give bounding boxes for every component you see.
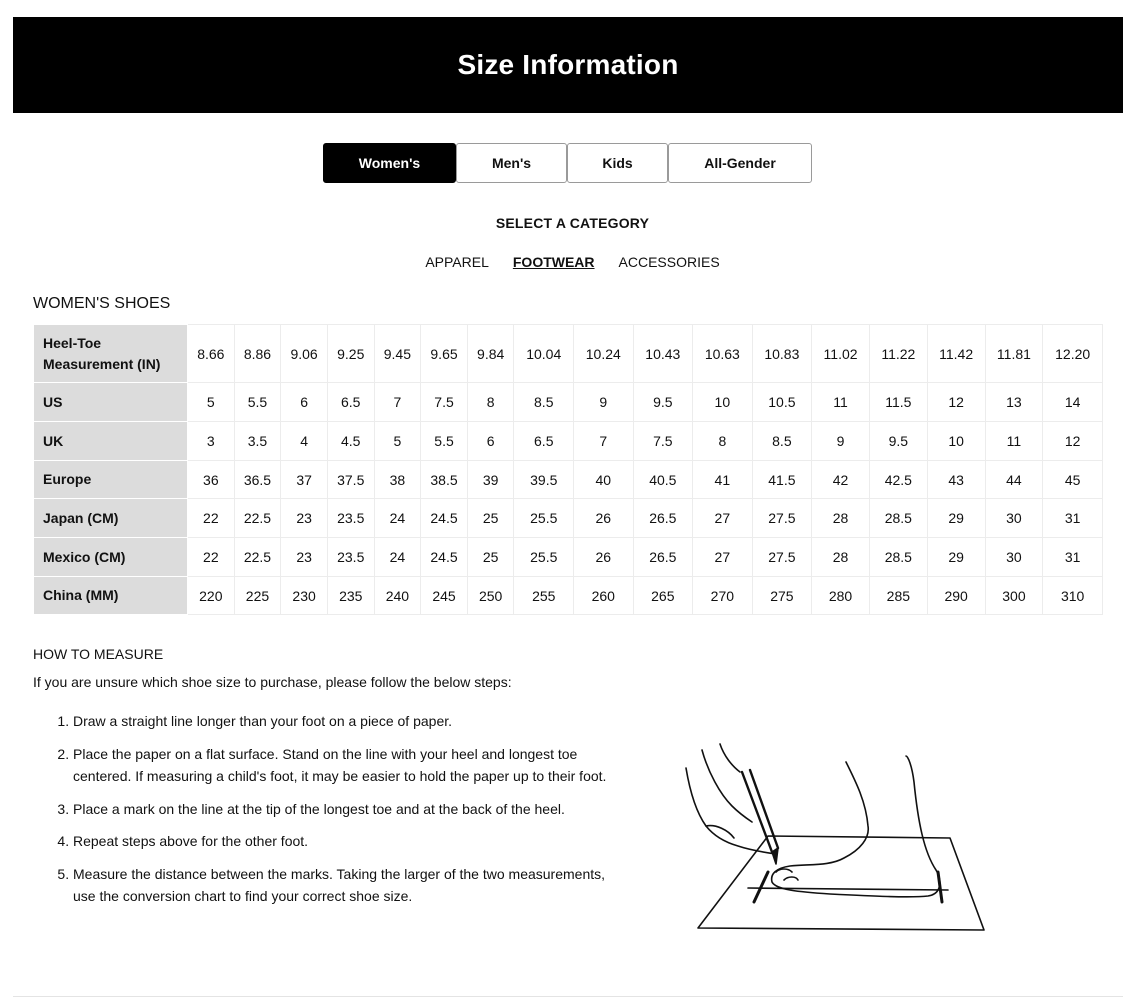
size-row <box>34 577 1103 615</box>
category-link-apparel[interactable]: APPAREL <box>425 254 489 270</box>
size-cell: 14 <box>1043 383 1103 422</box>
size-row <box>34 461 1103 499</box>
size-cell: 26 <box>574 538 634 577</box>
size-cell: 9.5 <box>633 383 693 422</box>
size-cell: 275 <box>752 577 812 615</box>
measure-step: 3. Place a mark on the line at the tip of the longest toe and at the back of the heel. <box>73 798 613 821</box>
size-cell: 8.5 <box>752 422 812 461</box>
size-cell: 260 <box>574 577 634 615</box>
foot-measuring-illustration <box>680 742 992 936</box>
size-cell: 27 <box>693 499 753 538</box>
gender-tabs <box>323 143 812 183</box>
size-cell: 6 <box>467 422 514 461</box>
size-row <box>34 538 1103 577</box>
size-cell: 25 <box>467 499 514 538</box>
size-cell: 36.5 <box>234 461 281 499</box>
size-cell: 9 <box>812 422 870 461</box>
measure-step: 5. Measure the distance between the marks. Taking the larger of the two measurements, use the conversion chart to find your correct shoe size. <box>73 863 613 908</box>
size-cell: 27.5 <box>752 499 812 538</box>
size-cell: 285 <box>869 577 927 615</box>
size-cell: 9 <box>574 383 634 422</box>
size-cell: 270 <box>693 577 753 615</box>
size-cell: 6.5 <box>327 383 374 422</box>
how-to-measure-title: HOW TO MEASURE <box>33 646 164 662</box>
size-cell: 28.5 <box>869 499 927 538</box>
size-cell: 28 <box>812 499 870 538</box>
size-cell: 8 <box>467 383 514 422</box>
size-cell: 27 <box>693 538 753 577</box>
size-cell: 9.06 <box>281 325 328 383</box>
size-cell: 300 <box>985 577 1043 615</box>
size-cell: 250 <box>467 577 514 615</box>
size-cell: 9.5 <box>869 422 927 461</box>
size-row-label: UK <box>34 422 188 461</box>
size-cell: 245 <box>421 577 468 615</box>
size-cell: 31 <box>1043 538 1103 577</box>
size-cell: 36 <box>188 461 235 499</box>
size-cell: 11 <box>812 383 870 422</box>
size-cell: 240 <box>374 577 421 615</box>
size-cell: 10 <box>693 383 753 422</box>
size-cell: 11.5 <box>869 383 927 422</box>
size-cell: 11.81 <box>985 325 1043 383</box>
size-cell: 9.25 <box>327 325 374 383</box>
measure-step: 1. Draw a straight line longer than your foot on a piece of paper. <box>73 710 613 733</box>
tab-womens[interactable]: Women's <box>323 143 456 183</box>
size-cell: 4 <box>281 422 328 461</box>
size-cell: 24.5 <box>421 499 468 538</box>
size-cell: 37 <box>281 461 328 499</box>
size-cell: 3.5 <box>234 422 281 461</box>
size-cell: 41 <box>693 461 753 499</box>
size-row <box>34 422 1103 461</box>
size-cell: 25 <box>467 538 514 577</box>
category-heading: SELECT A CATEGORY <box>495 215 650 231</box>
size-cell: 31 <box>1043 499 1103 538</box>
size-cell: 22 <box>188 538 235 577</box>
size-cell: 22.5 <box>234 499 281 538</box>
size-cell: 29 <box>927 538 985 577</box>
size-cell: 11.42 <box>927 325 985 383</box>
size-cell: 5 <box>188 383 235 422</box>
size-cell: 24.5 <box>421 538 468 577</box>
size-cell: 6 <box>281 383 328 422</box>
size-cell: 3 <box>188 422 235 461</box>
size-cell: 24 <box>374 538 421 577</box>
size-cell: 6.5 <box>514 422 574 461</box>
size-cell: 43 <box>927 461 985 499</box>
size-cell: 10.5 <box>752 383 812 422</box>
size-cell: 30 <box>985 499 1043 538</box>
size-cell: 7.5 <box>421 383 468 422</box>
size-cell: 4.5 <box>327 422 374 461</box>
size-cell: 235 <box>327 577 374 615</box>
size-cell: 7 <box>374 383 421 422</box>
size-cell: 5.5 <box>421 422 468 461</box>
size-cell: 29 <box>927 499 985 538</box>
size-row-label: Europe <box>34 461 188 499</box>
size-cell: 10.24 <box>574 325 634 383</box>
size-row-label: Heel-Toe Measurement (IN) <box>34 325 188 383</box>
size-chart-title: WOMEN'S SHOES <box>33 295 171 312</box>
page-header <box>13 17 1123 113</box>
size-cell: 13 <box>985 383 1043 422</box>
size-cell: 8 <box>693 422 753 461</box>
size-cell: 27.5 <box>752 538 812 577</box>
size-cell: 39 <box>467 461 514 499</box>
size-cell: 12 <box>927 383 985 422</box>
size-cell: 22 <box>188 499 235 538</box>
size-cell: 28.5 <box>869 538 927 577</box>
size-row-label: China (MM) <box>34 577 188 615</box>
size-cell: 40 <box>574 461 634 499</box>
size-cell: 38.5 <box>421 461 468 499</box>
size-cell: 10.43 <box>633 325 693 383</box>
size-cell: 220 <box>188 577 235 615</box>
size-row <box>34 325 1103 383</box>
size-cell: 28 <box>812 538 870 577</box>
size-chart-table <box>33 324 1103 615</box>
size-cell: 7 <box>574 422 634 461</box>
size-cell: 24 <box>374 499 421 538</box>
size-cell: 5.5 <box>234 383 281 422</box>
size-cell: 38 <box>374 461 421 499</box>
size-cell: 10.63 <box>693 325 753 383</box>
size-cell: 230 <box>281 577 328 615</box>
size-cell: 37.5 <box>327 461 374 499</box>
size-row-label: Japan (CM) <box>34 499 188 538</box>
category-link-footwear[interactable]: FOOTWEAR <box>512 254 595 270</box>
size-cell: 11.02 <box>812 325 870 383</box>
tab-kids[interactable]: Kids <box>567 143 668 183</box>
size-row-label: US <box>34 383 188 422</box>
size-row <box>34 499 1103 538</box>
measure-step: 4. Repeat steps above for the other foot. <box>73 830 613 853</box>
size-cell: 8.66 <box>188 325 235 383</box>
size-cell: 9.65 <box>421 325 468 383</box>
size-cell: 26 <box>574 499 634 538</box>
size-cell: 44 <box>985 461 1043 499</box>
size-cell: 5 <box>374 422 421 461</box>
size-cell: 25.5 <box>514 499 574 538</box>
size-cell: 290 <box>927 577 985 615</box>
size-cell: 8.86 <box>234 325 281 383</box>
size-cell: 9.84 <box>467 325 514 383</box>
size-row <box>34 383 1103 422</box>
size-cell: 40.5 <box>633 461 693 499</box>
size-cell: 41.5 <box>752 461 812 499</box>
size-cell: 225 <box>234 577 281 615</box>
size-cell: 39.5 <box>514 461 574 499</box>
measure-step: 2. Place the paper on a flat surface. Stand on the line with your heel and longest toe centered. If measuring a child's foot, it may be easier to hold the paper up to their foot. <box>73 743 613 788</box>
size-cell: 10.83 <box>752 325 812 383</box>
size-cell: 22.5 <box>234 538 281 577</box>
how-to-measure-intro: If you are unsure which shoe size to purchase, please follow the below steps: <box>33 674 512 690</box>
size-cell: 8.5 <box>514 383 574 422</box>
size-cell: 23.5 <box>327 538 374 577</box>
tab-all-gender[interactable]: All-Gender <box>668 143 812 183</box>
category-link-accessories[interactable]: ACCESSORIES <box>618 254 720 270</box>
size-cell: 11.22 <box>869 325 927 383</box>
tab-mens[interactable]: Men's <box>456 143 567 183</box>
size-cell: 11 <box>985 422 1043 461</box>
size-cell: 23 <box>281 538 328 577</box>
measure-steps-list <box>33 710 613 918</box>
size-cell: 7.5 <box>633 422 693 461</box>
size-cell: 280 <box>812 577 870 615</box>
page-title: Size Information <box>457 49 679 80</box>
size-cell: 26.5 <box>633 499 693 538</box>
size-cell: 12.20 <box>1043 325 1103 383</box>
size-cell: 10.04 <box>514 325 574 383</box>
size-cell: 265 <box>633 577 693 615</box>
category-links <box>0 254 1145 270</box>
size-cell: 42.5 <box>869 461 927 499</box>
size-cell: 30 <box>985 538 1043 577</box>
size-cell: 10 <box>927 422 985 461</box>
size-cell: 255 <box>514 577 574 615</box>
bottom-divider <box>13 996 1123 997</box>
size-cell: 25.5 <box>514 538 574 577</box>
size-cell: 26.5 <box>633 538 693 577</box>
size-cell: 23.5 <box>327 499 374 538</box>
size-cell: 9.45 <box>374 325 421 383</box>
size-cell: 310 <box>1043 577 1103 615</box>
size-cell: 12 <box>1043 422 1103 461</box>
size-cell: 45 <box>1043 461 1103 499</box>
size-cell: 42 <box>812 461 870 499</box>
size-row-label: Mexico (CM) <box>34 538 188 577</box>
size-cell: 23 <box>281 499 328 538</box>
